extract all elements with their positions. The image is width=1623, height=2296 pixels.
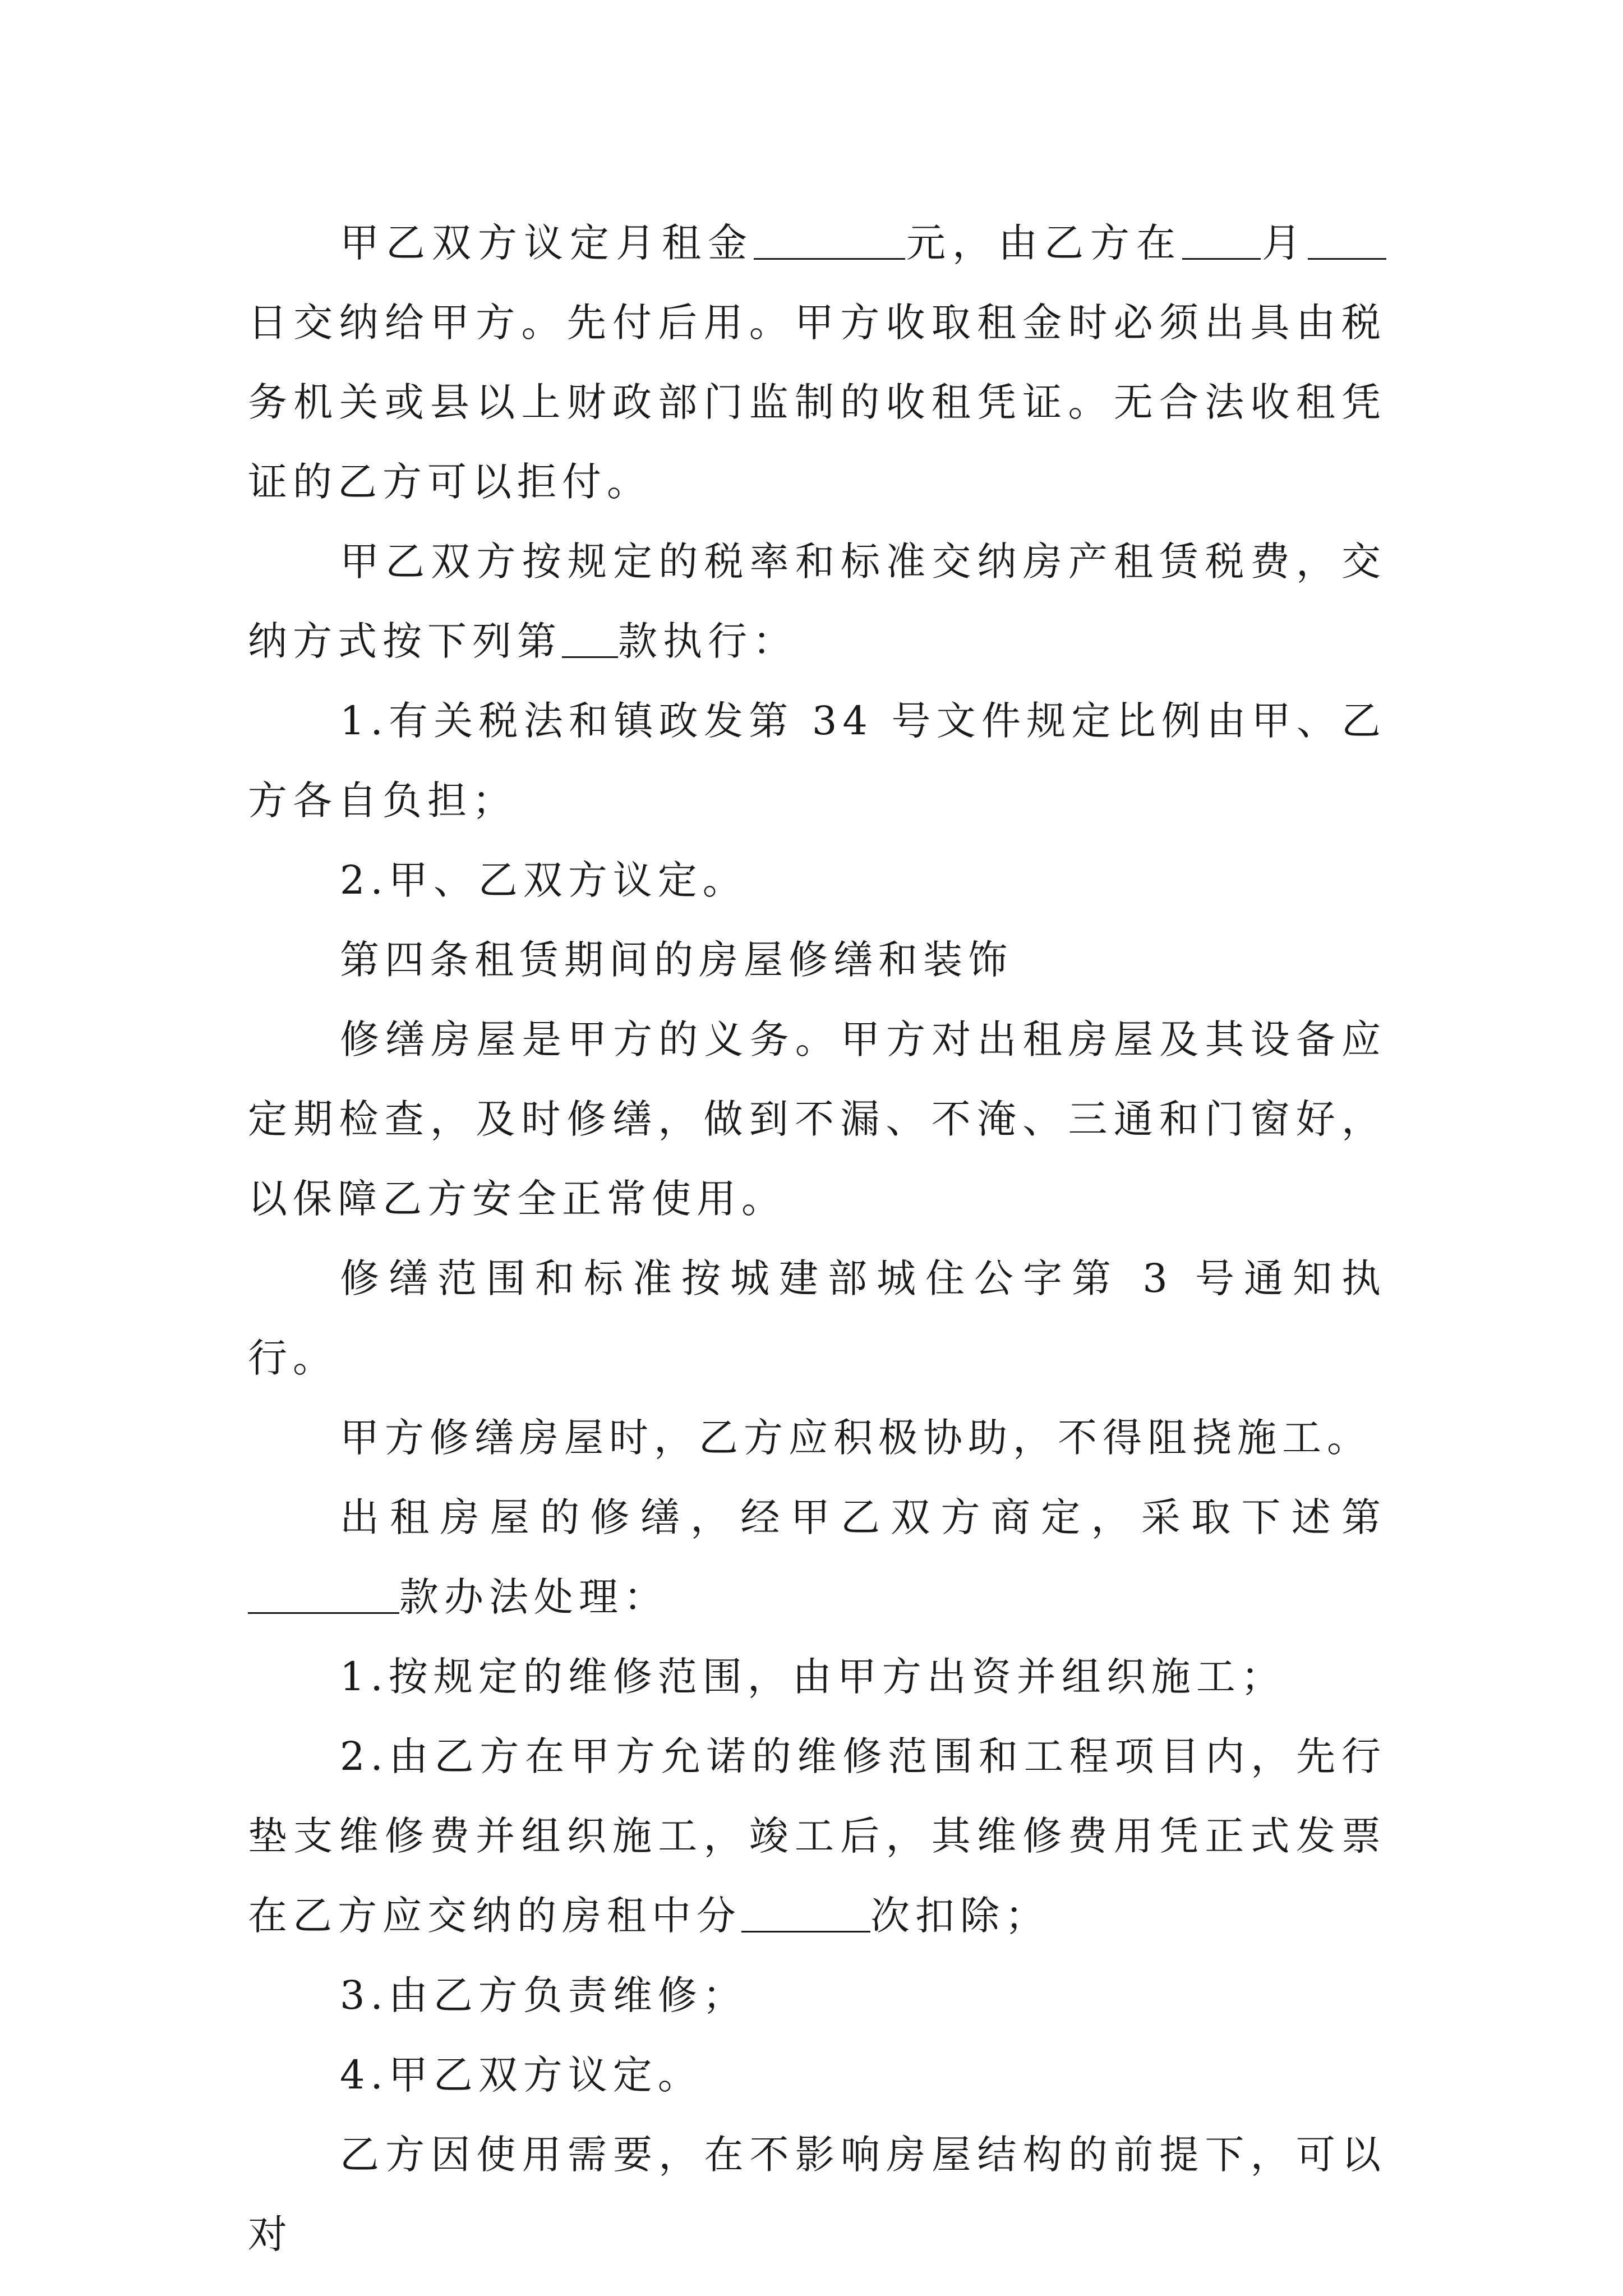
paragraph [248,840,1386,920]
paragraph [248,522,1386,681]
paragraph-text: 元，由乙方在 [905,220,1182,266]
paragraph-text: 修缮房屋是甲方的义务。甲方对出租房屋及其设备应定期检查，及时修缮，做到不漏、不淹、三通和门窗好，以保障乙方安全正常使用。 [248,1016,1386,1222]
paragraph [248,1478,1386,1637]
paragraph [248,920,1386,1000]
paragraph [248,1955,1386,2035]
paragraph-text: 4.甲乙双方议定。 [340,2052,703,2098]
paragraph [248,2035,1386,2115]
paragraph-text: 修缮范围和标准按城建部城住公字第 3 号通知执行。 [248,1255,1386,1381]
paragraph-text: 2.由乙方在甲方允诺的维修范围和工程项目内，先行垫支维修费并组织施工，竣工后，其维修费用凭正式发票在乙方应交纳的房租中分 [248,1733,1386,1939]
paragraph-text: 月 [1261,220,1308,266]
paragraph-text: 甲乙双方议定月租金 [340,220,754,266]
fill-in-blank [562,617,618,658]
fill-in-blank [1182,219,1261,260]
paragraph-text: 1.有关税法和镇政发第 34 号文件规定比例由甲、乙方各自负担； [248,698,1386,823]
paragraph-text: 乙方因使用需要，在不影响房屋结构的前提下，可以对 [248,2132,1386,2257]
paragraph-text: 1.按规定的维修范围，由甲方出资并组织施工； [340,1654,1286,1700]
paragraph-text: 出租房屋的修缮，经甲乙双方商定，采取下述第 [340,1494,1386,1540]
paragraph-text: 3.由乙方负责维修； [340,1972,748,2018]
paragraph [248,203,1386,522]
paragraph-text: 款办法处理： [399,1574,668,1620]
paragraph-text: 次扣除； [870,1893,1050,1939]
fill-in-blank [248,1573,399,1614]
document-page [248,203,1386,2274]
paragraph-text: 第四条租赁期间的房屋修缮和装饰 [340,937,1013,983]
paragraph [248,2115,1386,2274]
fill-in-blank [1308,219,1386,260]
paragraph-text: 款执行： [618,618,797,664]
paragraph-text: 甲乙双方按规定的税率和标准交纳房产租赁税费，交纳方式按下列第 [248,539,1386,664]
paragraph [248,1000,1386,1239]
paragraph-text: 甲方修缮房屋时，乙方应积极协助，不得阻挠施工。 [340,1415,1372,1461]
paragraph-text: 日交纳给甲方。先付后用。甲方收取租金时必须出具由税务机关或县以上财政部门监制的收租凭证。无合法收租凭证的乙方可以拒付。 [248,300,1386,505]
paragraph [248,681,1386,840]
paragraph [248,1717,1386,1955]
fill-in-blank [741,1892,870,1932]
paragraph [248,1637,1386,1717]
paragraph [248,1239,1386,1398]
fill-in-blank [754,219,905,260]
paragraph [248,1398,1386,1478]
paragraph-text: 2.甲、乙双方议定。 [340,857,748,903]
